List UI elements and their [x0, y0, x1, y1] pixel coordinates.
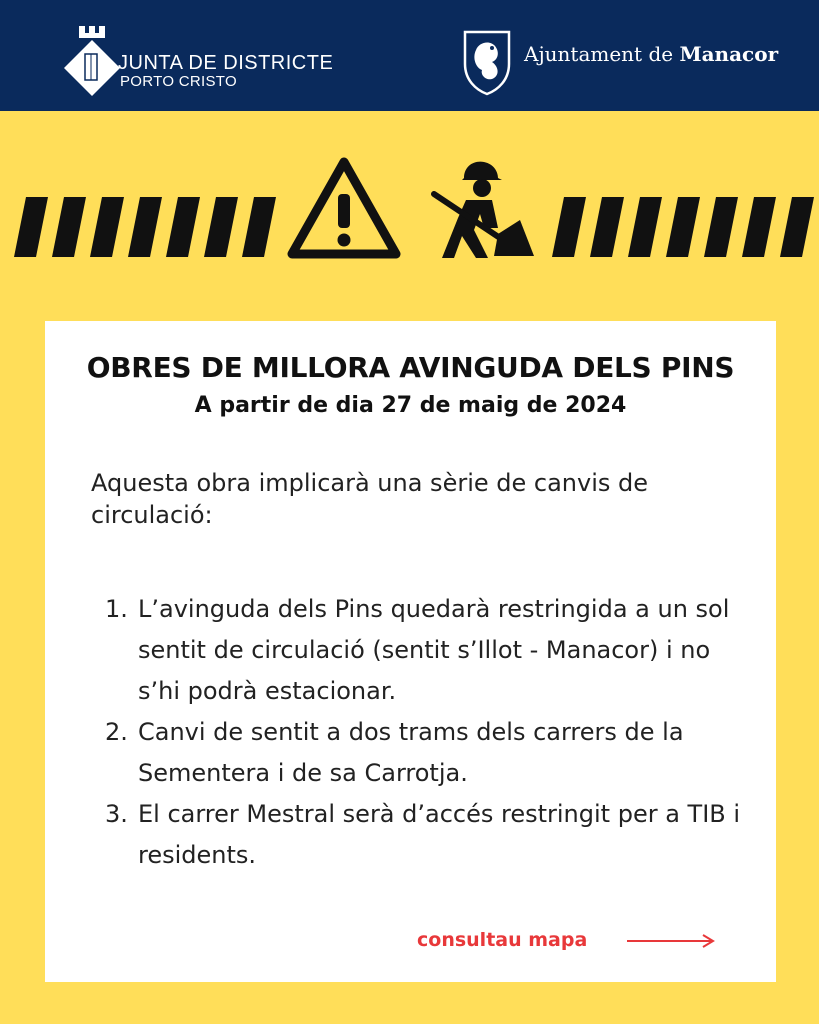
ajuntament-name — [524, 42, 778, 66]
ajuntament-manacor-logo — [462, 28, 792, 98]
notice-subtitle: A partir de dia 27 de maig de 2024 — [194, 393, 627, 418]
map-link-label[interactable]: consultau mapa — [417, 929, 588, 951]
shield-crest-icon — [462, 28, 512, 96]
list-item — [105, 589, 755, 712]
list-item-number: 3. — [105, 800, 128, 828]
ajuntament-city: Manacor — [679, 42, 779, 66]
map-link[interactable] — [417, 927, 717, 957]
junta-line2: PORTO CRISTO — [120, 73, 237, 90]
list-item — [105, 794, 755, 876]
notice-card — [45, 321, 776, 982]
notice-intro: Aquesta obra implicarà una sèrie de canvis de circulació: — [91, 469, 649, 529]
junta-line1: JUNTA DE DISTRICTE — [118, 52, 334, 74]
hazard-stripes-right — [552, 197, 814, 257]
warning-triangle-icon — [284, 154, 404, 262]
notice-title: OBRES DE MILLORA AVINGUDA DELS PINS — [86, 351, 735, 384]
junta-districte-logo — [62, 24, 332, 98]
hazard-stripes-left — [14, 197, 276, 257]
list-item-number: 1. — [105, 595, 128, 623]
castle-tower-icon — [62, 24, 122, 98]
list-item — [105, 712, 755, 794]
arrow-right-icon — [627, 933, 717, 949]
changes-list — [105, 589, 755, 876]
list-item-number: 2. — [105, 718, 128, 746]
list-item-text: El carrer Mestral serà d’accés restringit per a TIB i residents. — [138, 800, 741, 869]
road-worker-icon — [428, 154, 538, 262]
list-item-text: Canvi de sentit a dos trams dels carrers de la Sementera i de sa Carrotja. — [138, 718, 684, 787]
header-bar — [0, 0, 819, 111]
ajuntament-prefix: Ajuntament de — [524, 42, 680, 66]
list-item-text: L’avinguda dels Pins quedarà restringida a un sol sentit de circulació (sentit s’Illot - Manacor) i no s’hi podrà estacionar. — [138, 595, 730, 705]
